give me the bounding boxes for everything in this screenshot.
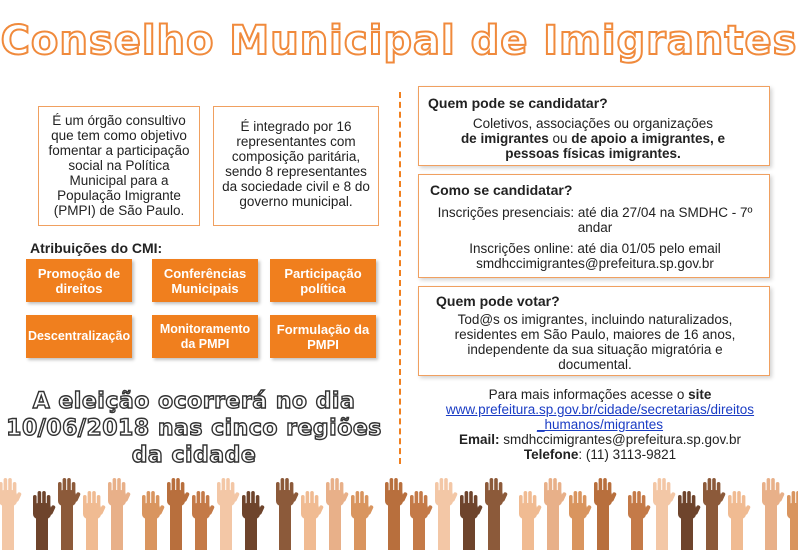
info-intro: Para mais informações acesse o xyxy=(488,387,689,402)
hand-shape xyxy=(569,491,592,550)
hand-shape xyxy=(435,478,458,550)
hand-shape xyxy=(544,478,567,550)
hand-shape xyxy=(192,491,215,550)
attribution-participacao[interactable] xyxy=(270,259,376,302)
hand-shape xyxy=(276,478,299,550)
hand-shape xyxy=(762,478,785,550)
announcement-line-2: 10/06/2018 nas cinco regiões xyxy=(6,416,382,441)
attribution-label: Monitoramento da PMPI xyxy=(159,321,251,351)
panel-heading: Quem pode votar? xyxy=(436,293,560,309)
hand-shape xyxy=(519,491,542,550)
attribution-descentralizacao[interactable] xyxy=(26,315,132,358)
hand-shape xyxy=(83,491,106,550)
announcement-line-1: A eleição ocorrerá no dia xyxy=(32,389,356,414)
email-label: Email: xyxy=(458,432,500,447)
bold-text: de apoio a imigrantes, e xyxy=(571,131,726,146)
plain-text: ou xyxy=(548,131,572,146)
panel-how-to-apply xyxy=(418,174,770,278)
intro-right-box xyxy=(213,106,379,226)
hand-shape xyxy=(351,491,374,550)
panel-text-line xyxy=(423,146,763,161)
hand-shape xyxy=(385,478,408,550)
bold-text: de imigrantes xyxy=(460,131,549,146)
attribution-formulacao[interactable] xyxy=(270,315,376,358)
phone-value: : (11) 3113-9821 xyxy=(578,447,677,462)
hand-shape xyxy=(628,491,651,550)
hand-shape xyxy=(787,491,798,550)
intro-left-box xyxy=(38,106,200,226)
attribution-conferencias[interactable] xyxy=(152,259,258,302)
panel-heading: Como se candidatar? xyxy=(430,182,573,198)
attribution-label: Promoção de direitos xyxy=(37,265,121,296)
phone-label: Telefone xyxy=(523,447,579,462)
info-url-2[interactable] xyxy=(418,417,782,432)
hand-shape xyxy=(594,478,617,550)
info-line xyxy=(418,387,782,402)
hand-shape xyxy=(485,478,508,550)
dashed-divider xyxy=(399,92,401,464)
hand-shape xyxy=(728,491,751,550)
attribution-monitoramento[interactable] xyxy=(152,315,258,358)
hand-shape xyxy=(653,478,676,550)
site-link[interactable]: www.prefeitura.sp.gov.br/cidade/secretarias/direitos xyxy=(445,402,755,417)
announcement-line-3: da cidade xyxy=(131,443,257,468)
attributions-title: Atribuições do CMI: xyxy=(30,240,163,256)
hand-shape xyxy=(678,491,701,550)
hand-shape xyxy=(33,491,56,550)
panel-who-can-vote xyxy=(418,286,770,376)
raised-hands-illustration xyxy=(0,470,798,550)
panel-text-presencial: Inscrições presenciais: até dia 27/04 na SMDHC - 7º andar xyxy=(437,205,753,235)
intro-left-text: É um órgão consultivo que tem como objetivo fomentar a participação social na Política Municipal para a População Imigrante (PMPI) de São Paulo. xyxy=(48,113,190,218)
hand-shape xyxy=(703,478,726,550)
hand-shape xyxy=(326,478,349,550)
panel-heading: Quem pode se candidatar? xyxy=(428,95,608,111)
info-url[interactable] xyxy=(418,402,782,417)
panel-text: Tod@s os imigrantes, incluindo naturalizados, residentes em São Paulo, maiores de 16 anos, independente da sua situação migratória e documental. xyxy=(454,312,736,372)
hand-shape xyxy=(142,491,165,550)
attribution-label: Descentralização xyxy=(27,329,131,343)
hand-shape xyxy=(460,491,483,550)
panel-text-online: Inscrições online: até dia 01/05 pelo email smdhccimigrantes@prefeitura.sp.gov.br xyxy=(469,241,721,271)
hand-shape xyxy=(167,478,190,550)
election-announcement xyxy=(0,388,388,469)
site-link-cont[interactable]: _humanos/migrantes xyxy=(536,417,664,432)
contact-info xyxy=(418,387,782,462)
hand-shape xyxy=(58,478,81,550)
info-email xyxy=(418,432,782,447)
info-phone xyxy=(418,447,782,462)
hand-shape xyxy=(410,491,433,550)
hand-shape xyxy=(217,478,240,550)
intro-right-text: É integrado por 16 representantes com composição paritária, sendo 8 representantes da sociedade civil e 8 do governo municipal. xyxy=(222,119,370,209)
panel-text xyxy=(423,116,763,161)
email-value: smdhccimigrantes@prefeitura.sp.gov.br xyxy=(499,432,742,447)
attribution-label: Participação política xyxy=(284,265,362,296)
attribution-label: Conferências Municipais xyxy=(163,265,247,296)
bold-text: pessoas físicas imigrantes. xyxy=(505,146,681,161)
hand-shape xyxy=(242,491,265,550)
hand-shape xyxy=(301,491,324,550)
attribution-promocao[interactable] xyxy=(26,259,132,302)
hand-shape xyxy=(108,478,131,550)
attribution-label: Formulação da PMPI xyxy=(276,321,370,352)
panel-text-line: Coletivos, associações ou organizações xyxy=(472,116,714,131)
hand-shape xyxy=(0,478,22,550)
panel-who-can-apply xyxy=(418,86,770,166)
info-site-word: site xyxy=(688,387,712,402)
page-title: Conselho Municipal de Imigrantes xyxy=(0,18,798,64)
panel-text-line xyxy=(423,131,763,146)
